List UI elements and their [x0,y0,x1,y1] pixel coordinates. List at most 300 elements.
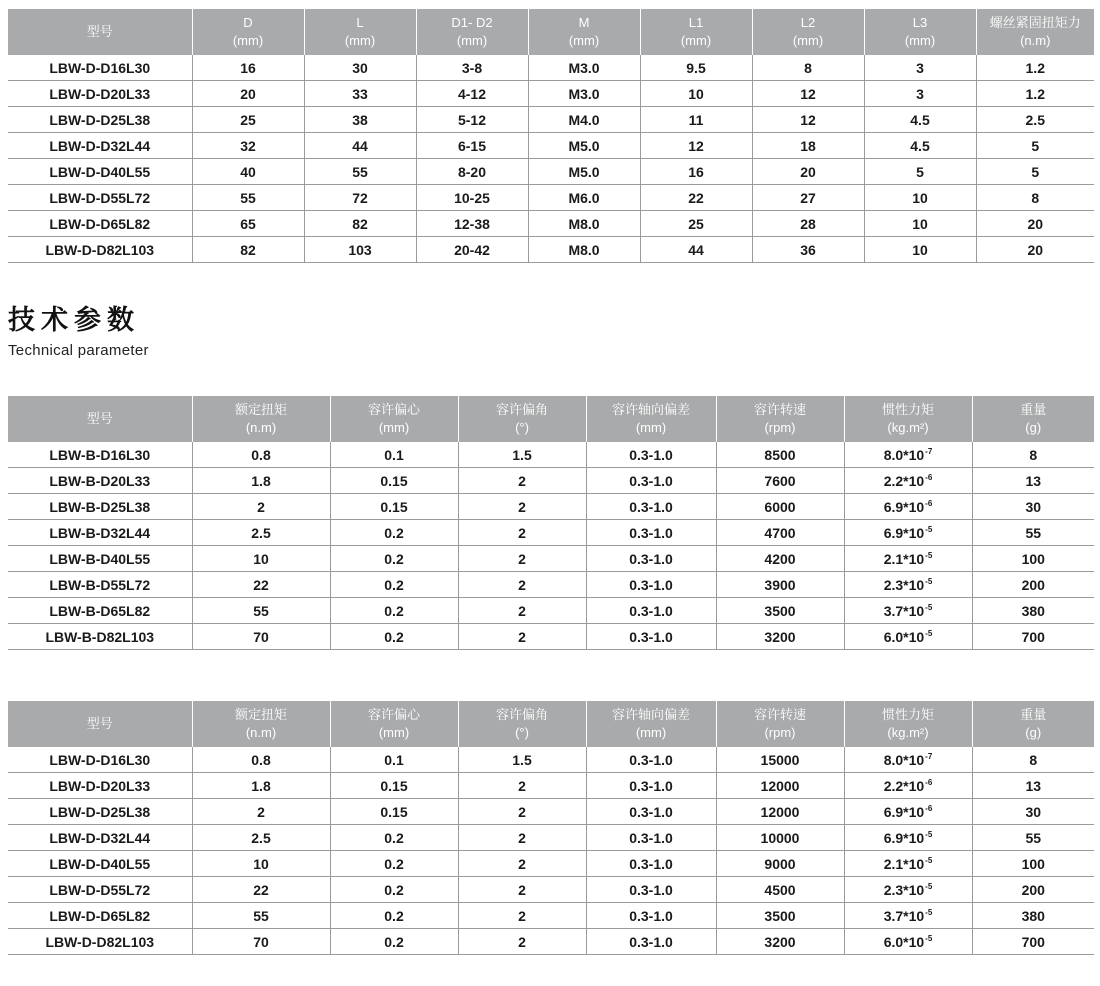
column-header-unit: (mm) [635,420,667,435]
model-cell: LBW-D-D25L38 [8,799,192,825]
table-cell: 0.3-1.0 [586,598,716,624]
value-exponent: -5 [925,855,933,865]
table-cell [844,877,972,903]
table-cell: 12000 [716,773,844,799]
column-header [586,396,716,442]
table-cell: 0.2 [330,877,458,903]
column-header-unit: (rpm) [764,725,796,740]
table-cell: 1.8 [192,773,330,799]
table-cell: 2.5 [976,107,1094,133]
model-cell: LBW-D-D40L55 [8,159,192,185]
dimensions-table [8,9,1094,263]
table-cell: 2.5 [192,825,330,851]
table-row [8,598,1094,624]
table-cell: 0.3-1.0 [586,468,716,494]
table-cell: 0.3-1.0 [586,825,716,851]
table-cell: 1.8 [192,468,330,494]
model-cell: LBW-B-D55L72 [8,572,192,598]
table-cell: 2 [458,494,586,520]
table-cell: 0.2 [330,851,458,877]
model-cell: LBW-D-D20L33 [8,81,192,107]
column-header-label: 重量 [1020,707,1047,722]
column-header-label: 型号 [86,411,113,426]
column-header-label: 容许偏心 [367,707,420,722]
table-cell: 8-20 [416,159,528,185]
table-row [8,107,1094,133]
column-header-unit: (°) [515,725,529,740]
table-header-row [8,701,1094,747]
column-header [304,9,416,55]
table-cell: 30 [972,799,1094,825]
table-cell: 2 [458,546,586,572]
table-cell: 8 [972,442,1094,468]
table-cell: 12 [752,81,864,107]
column-header-unit: (mm) [904,33,936,48]
table-cell [844,624,972,650]
table-cell: 3 [864,81,976,107]
column-header-label: 容许轴向偏差 [611,402,690,417]
table-cell: 6-15 [416,133,528,159]
column-header [844,396,972,442]
value-exponent: -7 [925,446,933,456]
table-cell: 0.15 [330,494,458,520]
table-cell: 2 [458,903,586,929]
column-header-unit: (mm) [456,33,488,48]
table-cell: M8.0 [528,237,640,263]
value-exponent: -5 [925,602,933,612]
column-header-label: 容许偏角 [495,707,548,722]
model-cell: LBW-B-D32L44 [8,520,192,546]
table-cell: 10 [192,546,330,572]
table-cell [844,468,972,494]
table-cell: 44 [304,133,416,159]
table-row [8,211,1094,237]
table-cell: 3200 [716,929,844,955]
table-cell: 27 [752,185,864,211]
table-cell: 2 [458,624,586,650]
table-cell: 6000 [716,494,844,520]
table-cell: 5-12 [416,107,528,133]
table-cell: 10000 [716,825,844,851]
table-cell: 0.2 [330,520,458,546]
table-cell: 0.2 [330,624,458,650]
table-cell: 380 [972,903,1094,929]
column-header-unit: (mm) [378,725,410,740]
column-header-unit: (mm) [792,33,824,48]
model-cell: LBW-D-D55L72 [8,185,192,211]
table-cell: 0.3-1.0 [586,442,716,468]
table-cell: 0.3-1.0 [586,851,716,877]
column-header-label: 容许偏角 [495,402,548,417]
value-base: 6.0*10 [883,933,925,950]
table-cell: 200 [972,877,1094,903]
column-header-unit: (mm) [568,33,600,48]
table-cell: 2 [458,799,586,825]
table-cell: 9.5 [640,55,752,81]
model-cell: LBW-B-D16L30 [8,442,192,468]
table-row [8,520,1094,546]
table-cell: M4.0 [528,107,640,133]
column-header [330,701,458,747]
column-header [192,9,304,55]
table-cell: 200 [972,572,1094,598]
table-row [8,903,1094,929]
table-row [8,185,1094,211]
table-cell: 16 [640,159,752,185]
table-cell: 8 [976,185,1094,211]
column-header-label: 型号 [86,24,113,39]
table-cell: 0.3-1.0 [586,520,716,546]
table-cell: 5 [976,159,1094,185]
table-cell: 8500 [716,442,844,468]
table-cell: 20 [976,237,1094,263]
value-exponent: -5 [925,907,933,917]
table-cell: 82 [304,211,416,237]
table-cell: 44 [640,237,752,263]
table-cell: 3200 [716,624,844,650]
table-cell: M5.0 [528,159,640,185]
table-cell: 20 [752,159,864,185]
column-header-label: M [578,15,590,30]
column-header-label: 螺丝紧固扭矩力 [989,15,1081,30]
column-header-unit: (rpm) [764,420,796,435]
table-cell: 0.2 [330,903,458,929]
column-header [330,396,458,442]
table-row [8,546,1094,572]
table-cell: 15000 [716,747,844,773]
value-exponent: -5 [925,550,933,560]
table-cell: 0.1 [330,442,458,468]
value-base: 8.0*10 [883,751,925,768]
table-cell [844,773,972,799]
table-cell: 32 [192,133,304,159]
table-cell: 0.3-1.0 [586,546,716,572]
table-cell: 1.5 [458,747,586,773]
table-cell: 5 [976,133,1094,159]
value-exponent: -6 [925,498,933,508]
table-cell: 2 [458,929,586,955]
table-row [8,825,1094,851]
column-header [192,701,330,747]
model-cell: LBW-B-D20L33 [8,468,192,494]
column-header-unit: (mm) [378,420,410,435]
table-cell [844,494,972,520]
column-header-label: 惯性力矩 [881,402,934,417]
column-header [586,701,716,747]
column-header [458,396,586,442]
section-subtitle: Technical parameter [8,342,149,359]
table-cell [844,903,972,929]
value-base: 2.2*10 [883,777,925,794]
table-cell: 0.2 [330,572,458,598]
table-cell: 10-25 [416,185,528,211]
value-base: 2.3*10 [883,576,925,593]
table-cell: 1.2 [976,55,1094,81]
table-cell: 2 [458,851,586,877]
table-cell: 2.5 [192,520,330,546]
value-exponent: -5 [925,881,933,891]
value-exponent: -5 [925,628,933,638]
table-cell: 18 [752,133,864,159]
column-header-label: D [243,15,253,30]
table-cell: 1.2 [976,81,1094,107]
column-header-unit: (g) [1025,420,1042,435]
table-cell: 2 [192,494,330,520]
table-row [8,442,1094,468]
table-row [8,929,1094,955]
table-row [8,159,1094,185]
table-cell: 70 [192,624,330,650]
table-cell: 20 [976,211,1094,237]
table-cell: 0.2 [330,546,458,572]
table-cell: 700 [972,929,1094,955]
column-header [752,9,864,55]
table-cell: 36 [752,237,864,263]
value-base: 2.1*10 [883,855,925,872]
table-cell: 0.15 [330,468,458,494]
table-cell: 0.15 [330,799,458,825]
column-header-label: 额定扭矩 [234,707,287,722]
table-cell: 33 [304,81,416,107]
column-header [416,9,528,55]
table-cell: 20-42 [416,237,528,263]
table-cell: 12 [752,107,864,133]
table-cell: 700 [972,624,1094,650]
column-header-unit: (mm) [232,33,264,48]
table-cell: 0.3-1.0 [586,494,716,520]
column-header-label: D1- D2 [451,15,493,30]
column-header-unit: (n.m) [245,725,277,740]
table-cell: 0.15 [330,773,458,799]
table-cell: 16 [192,55,304,81]
table-row [8,237,1094,263]
table-cell: 2 [458,825,586,851]
table-cell: 28 [752,211,864,237]
table-cell: 380 [972,598,1094,624]
table-cell: 2 [458,773,586,799]
column-header-label: 容许转速 [753,402,806,417]
table-row [8,81,1094,107]
column-header [972,396,1094,442]
table-cell: 30 [304,55,416,81]
table-row [8,494,1094,520]
table-row [8,773,1094,799]
column-header-label: L3 [912,15,928,30]
model-cell: LBW-D-D20L33 [8,773,192,799]
table-cell [844,598,972,624]
model-cell: LBW-D-D65L82 [8,903,192,929]
value-base: 3.7*10 [883,907,925,924]
table-cell: 12-38 [416,211,528,237]
table-cell: 0.2 [330,929,458,955]
column-header [716,396,844,442]
table-cell: 3500 [716,903,844,929]
value-exponent: -5 [925,524,933,534]
table-cell: 100 [972,546,1094,572]
column-header-label: 惯性力矩 [881,707,934,722]
table-cell: 55 [972,520,1094,546]
column-header-label: L [356,15,364,30]
table-cell: 11 [640,107,752,133]
value-exponent: -5 [925,933,933,943]
column-header-label: L1 [688,15,704,30]
table-cell: 10 [192,851,330,877]
value-base: 8.0*10 [883,446,925,463]
column-header-label: 容许轴向偏差 [611,707,690,722]
table-row [8,133,1094,159]
table-cell: 30 [972,494,1094,520]
model-cell: LBW-D-D40L55 [8,851,192,877]
table-cell: 10 [864,237,976,263]
table-row [8,624,1094,650]
table-cell: 2 [458,877,586,903]
table-cell: 10 [864,211,976,237]
table-cell: 3 [864,55,976,81]
table-cell: 3500 [716,598,844,624]
table-cell: 10 [640,81,752,107]
model-cell: LBW-D-D16L30 [8,747,192,773]
table-cell: 22 [640,185,752,211]
table-cell: 13 [972,468,1094,494]
column-header-label: 额定扭矩 [234,402,287,417]
table-cell: 25 [640,211,752,237]
column-header-unit: (°) [515,420,529,435]
table-cell: 4200 [716,546,844,572]
technical-parameter-table-d [8,701,1094,955]
column-header-unit: (kg.m²) [887,420,929,435]
table-cell: 0.1 [330,747,458,773]
table-cell: 12000 [716,799,844,825]
column-header [528,9,640,55]
column-header [972,701,1094,747]
model-cell: LBW-B-D40L55 [8,546,192,572]
table-cell [844,546,972,572]
table-row [8,468,1094,494]
value-exponent: -6 [925,472,933,482]
table-cell [844,851,972,877]
table-cell: 72 [304,185,416,211]
value-base: 6.9*10 [883,829,925,846]
table-cell: 2 [458,468,586,494]
table-header-row [8,9,1094,55]
table-cell: 0.8 [192,442,330,468]
column-header-unit: (mm) [680,33,712,48]
model-cell: LBW-D-D16L30 [8,55,192,81]
value-exponent: -6 [925,803,933,813]
model-cell: LBW-D-D32L44 [8,825,192,851]
table-row [8,747,1094,773]
column-header [716,701,844,747]
value-base: 2.2*10 [883,472,925,489]
value-base: 2.1*10 [883,550,925,567]
model-cell: LBW-D-D82L103 [8,237,192,263]
table-cell: 22 [192,572,330,598]
table-cell: 2 [458,598,586,624]
table-cell: 10 [864,185,976,211]
value-base: 6.9*10 [883,803,925,820]
column-header [8,396,192,442]
table-cell: 0.3-1.0 [586,903,716,929]
table-cell [844,520,972,546]
table-cell: 4-12 [416,81,528,107]
table-cell: 55 [192,598,330,624]
table-cell: M3.0 [528,55,640,81]
table-row [8,877,1094,903]
table-cell: M5.0 [528,133,640,159]
table-cell [844,929,972,955]
model-cell: LBW-B-D65L82 [8,598,192,624]
table-cell: 25 [192,107,304,133]
table-cell: 12 [640,133,752,159]
table-cell: 20 [192,81,304,107]
table-cell: 0.3-1.0 [586,572,716,598]
table-cell: M3.0 [528,81,640,107]
table-cell [844,825,972,851]
column-header [640,9,752,55]
section-title: 技术参数 [8,305,140,336]
value-exponent: -5 [925,576,933,586]
table-cell: 0.3-1.0 [586,929,716,955]
table-cell: 103 [304,237,416,263]
table-cell [844,799,972,825]
table-cell: 8 [972,747,1094,773]
column-header-unit: (n.m) [1020,33,1051,48]
column-header [844,701,972,747]
table-cell: 82 [192,237,304,263]
table-cell: 0.2 [330,825,458,851]
table-cell: 9000 [716,851,844,877]
table-cell: 55 [192,903,330,929]
table-cell: 100 [972,851,1094,877]
table-cell: 38 [304,107,416,133]
table-cell: 55 [304,159,416,185]
column-header-unit: (g) [1025,725,1042,740]
table-cell: M8.0 [528,211,640,237]
table-row [8,572,1094,598]
table-cell [844,442,972,468]
table-cell: 40 [192,159,304,185]
table-cell [844,572,972,598]
table-header-row [8,396,1094,442]
table-cell: 2 [458,572,586,598]
value-base: 6.0*10 [883,628,925,645]
column-header-label: 容许偏心 [367,402,420,417]
technical-parameter-table-b [8,396,1094,650]
model-cell: LBW-B-D82L103 [8,624,192,650]
column-header-label: L2 [800,15,816,30]
table-cell: 70 [192,929,330,955]
table-cell: 0.8 [192,747,330,773]
value-base: 2.3*10 [883,881,925,898]
table-cell: 0.3-1.0 [586,747,716,773]
column-header-label: 容许转速 [753,707,806,722]
table-cell: 0.3-1.0 [586,799,716,825]
column-header [976,9,1094,55]
table-cell: 0.2 [330,598,458,624]
value-exponent: -5 [925,829,933,839]
value-exponent: -6 [925,777,933,787]
column-header [192,396,330,442]
table-row [8,55,1094,81]
value-base: 6.9*10 [883,524,925,541]
table-cell: M6.0 [528,185,640,211]
table-cell: 2 [458,520,586,546]
table-cell: 8 [752,55,864,81]
model-cell: LBW-D-D82L103 [8,929,192,955]
column-header-label: 型号 [86,716,113,731]
table-cell: 1.5 [458,442,586,468]
model-cell: LBW-D-D32L44 [8,133,192,159]
